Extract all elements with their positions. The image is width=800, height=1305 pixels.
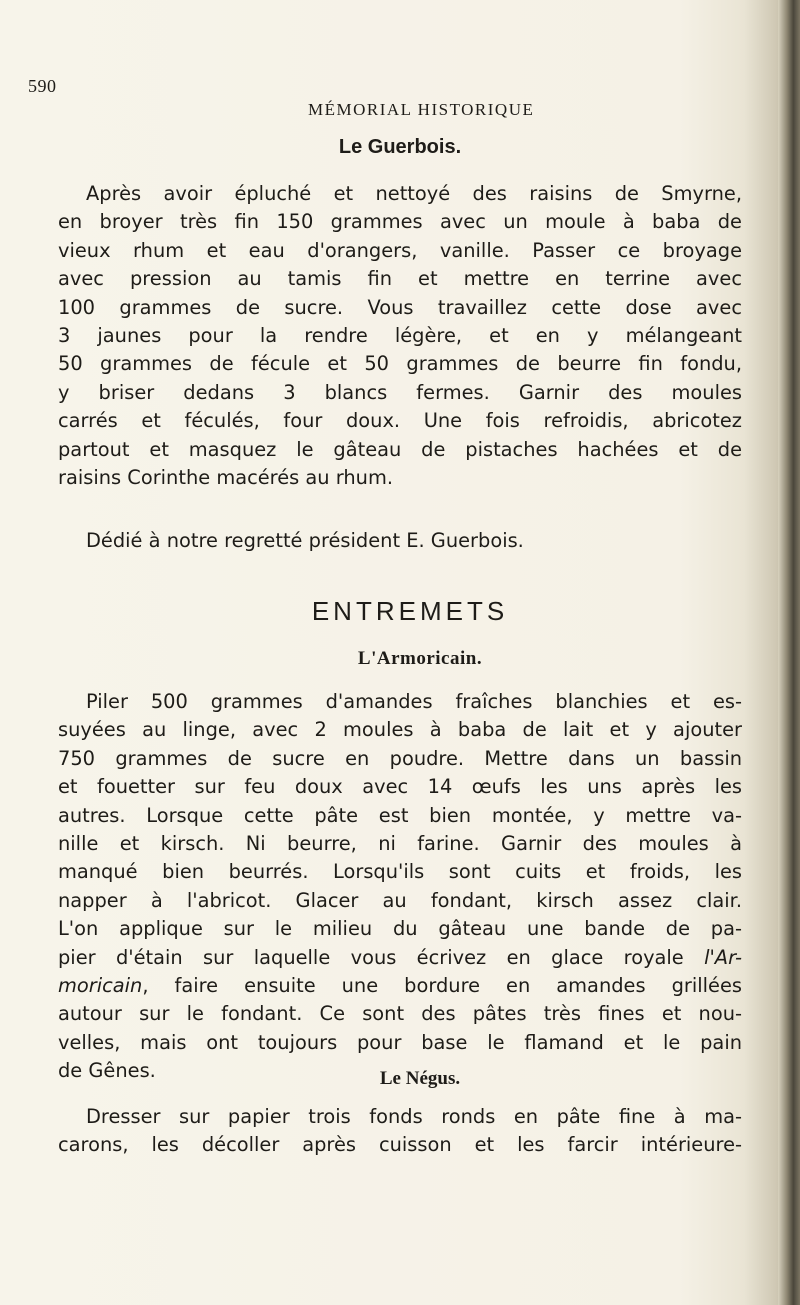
text-line: velles, mais ont toujours pour base le flamand et le pain xyxy=(58,1030,742,1054)
text-line: nille et kirsch. Ni beurre, ni farine. Garnir des moules à xyxy=(58,832,742,856)
italic-name: l'Ar- xyxy=(704,945,742,969)
text-line: napper à l'abricot. Glacer au fondant, kirsch assez clair. xyxy=(58,888,742,912)
dedication xyxy=(58,527,742,555)
text-line: autres. Lorsque cette pâte est bien montée, y mettre va- xyxy=(58,803,742,827)
section-title-entremets: ENTREMETS xyxy=(311,596,509,626)
running-head xyxy=(150,100,570,120)
recipe-title-guerbois: Le Guerbois. xyxy=(338,136,462,158)
text-line: 50 grammes de fécule et 50 grammes de beurre fin fondu, xyxy=(58,352,742,376)
text-fragment: , faire ensuite une bordure en amandes grillées xyxy=(142,974,742,998)
dedication-text: Dédié à notre regretté président E. Guerbois. xyxy=(86,529,524,552)
text-line: L'on applique sur le milieu du gâteau une bande de pa- xyxy=(58,917,742,941)
text-line: autour sur le fondant. Ce sont des pâtes très fines et nou- xyxy=(58,1002,742,1026)
text-line: 750 grammes de sucre en poudre. Mettre dans un bassin xyxy=(58,746,742,770)
recipe-body-negus xyxy=(58,1103,742,1160)
text-line: partout et masquez le gâteau de pistaches hachées et de xyxy=(58,437,742,461)
text-line: et fouetter sur feu doux avec 14 œufs les uns après les xyxy=(58,775,742,799)
text-fragment: pier d'étain sur laquelle vous écrivez en glace royale xyxy=(58,945,705,969)
text-line: vieux rhum et eau d'orangers, vanille. Passer ce broyage xyxy=(58,238,742,262)
recipe-body-armoricain xyxy=(58,688,742,1086)
text-line: carons, les décoller après cuisson et les farcir intérieure- xyxy=(58,1133,742,1157)
text-line: carrés et féculés, four doux. Une fois refroidis, abricotez xyxy=(58,409,742,433)
text-line xyxy=(58,972,742,1000)
text-line: avec pression au tamis fin et mettre en terrine avec xyxy=(58,267,742,291)
text-line xyxy=(58,944,742,972)
text-line: 100 grammes de sucre. Vous travaillez cette dose avec xyxy=(58,295,742,319)
recipe-body-guerbois xyxy=(58,180,742,492)
text-line: suyées au linge, avec 2 moules à baba de lait et y ajouter xyxy=(58,718,742,742)
recipe-title-armoricain: L'Armoricain. xyxy=(357,648,483,669)
text-line: en broyer très fin 150 grammes avec un moule à baba de xyxy=(58,210,742,234)
recipe-title-negus: Le Négus. xyxy=(379,1068,461,1089)
running-head-text: MÉMORIAL HISTORIQUE xyxy=(308,100,535,119)
text-line: raisins Corinthe macérés au rhum. xyxy=(58,466,394,490)
text-line: 3 jaunes pour la rendre légère, et en y mélangeant xyxy=(58,324,742,348)
text-line: Piler 500 grammes d'amandes fraîches blanchies et es- xyxy=(86,690,742,713)
text-line: Après avoir épluché et nettoyé des raisins de Smyrne, xyxy=(86,182,742,205)
text-line: y briser dedans 3 blancs fermes. Garnir des moules xyxy=(58,380,742,404)
page-number: 590 xyxy=(28,76,57,96)
text-line: de Gênes. xyxy=(58,1059,156,1083)
text-line: manqué bien beurrés. Lorsqu'ils sont cuits et froids, les xyxy=(58,860,742,884)
text-line: Dresser sur papier trois fonds ronds en pâte fine à ma- xyxy=(86,1105,742,1128)
italic-name: moricain xyxy=(58,974,143,998)
